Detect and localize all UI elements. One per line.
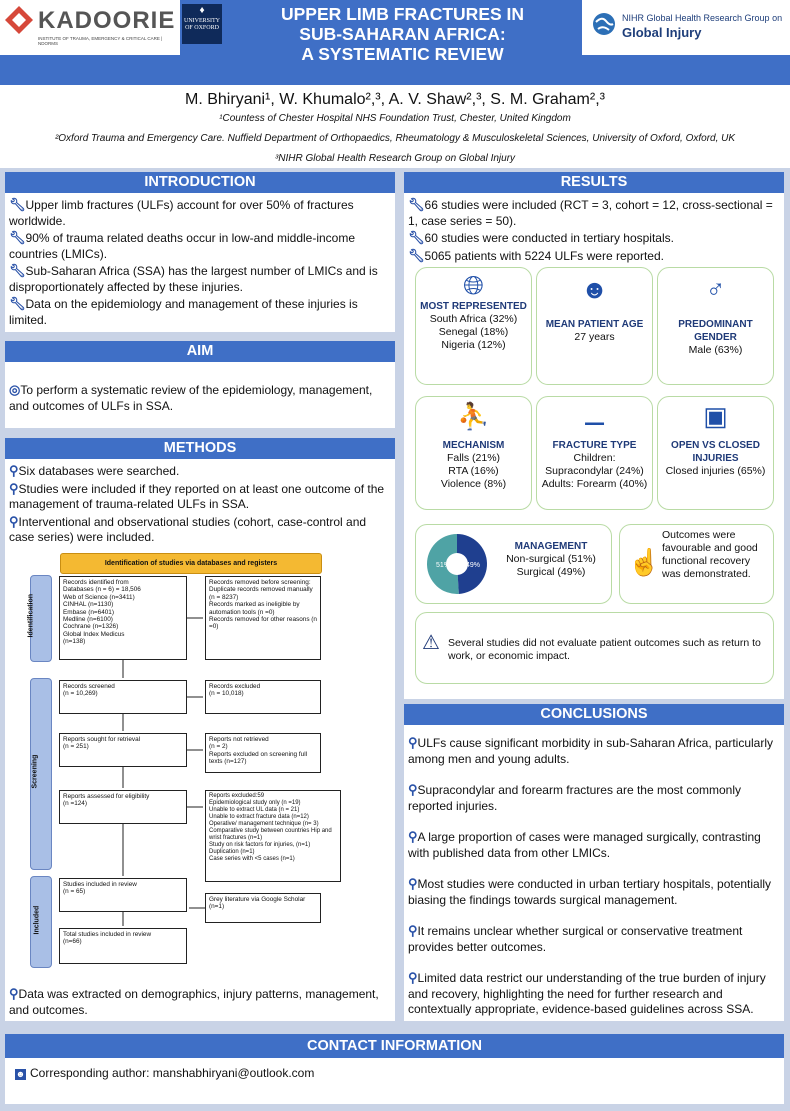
lightbulb-icon: ⚲ (408, 923, 418, 938)
wrench-icon: 🔧︎ (408, 197, 425, 212)
wrench-icon: 🔧︎ (9, 296, 26, 311)
methods-bullet: ⚲Studies were included if they reported on at least one outcome of the management of trauma-related ULFs in SSA. (9, 480, 385, 511)
search-icon: ⚲ (9, 480, 19, 496)
affiliation-3: ³NIHR Global Health Research Group on Global Injury (274, 153, 516, 164)
card-mechanism: ⛹ MECHANISM Falls (21%) RTA (16%) Violence (8%) (415, 396, 532, 510)
kadoorie-subtitle: INSTITUTE OF TRAUMA, EMERGENCY & CRITICAL CARE | NDORMS (38, 36, 163, 46)
title-line-3: A SYSTEMATIC REVIEW (301, 44, 504, 64)
conclusion-bullet: ⚲Most studies were conducted in urban tertiary hospitals, potentially biasing the findings towards surgical management. (408, 876, 772, 907)
methods-heading: METHODS (5, 438, 395, 459)
wrench-icon: 🔧︎ (9, 263, 26, 278)
card-gender: ♂ PREDOMINANT GENDER Male (63%) (657, 267, 774, 385)
intro-bullet: 🔧︎90% of trauma related deaths occur in low-and middle-income countries (LMICs). (9, 230, 356, 261)
card-most-represented: 🌐︎ MOST REPRESENTED South Africa (32%) Senegal (18%) Nigeria (12%) (415, 267, 532, 385)
kadoorie-logo (0, 0, 180, 55)
nihr-line2: Global Injury (622, 25, 702, 40)
flow-excluded: Records excluded (n = 10,018) (205, 680, 321, 714)
card-fracture-type: ⚊ FRACTURE TYPE Children: Supracondylar (24%) Adults: Forearm (40%) (536, 396, 653, 510)
methods-bullet: ⚲Six databases were searched. (9, 463, 180, 478)
target-icon: ◎ (9, 382, 21, 397)
aim-heading: AIM (5, 341, 395, 362)
search-icon: ⚲ (9, 513, 19, 529)
results-bullet: 🔧︎5065 patients with 5224 ULFs were reported. (408, 247, 664, 263)
flow-arrows (5, 438, 395, 1021)
flow-identified: Records identified from Databases (n = 6) = 18,506 Web of Science (n=3411) CINHAL (n=1130) Embase (n=6401) Medline (n=6100) Cochrane (n=1326) Global Index Medicus (n=138) (59, 576, 187, 660)
flow-reports-excluded: Reports excluded:59 Epidemiological study only (n =19) Unable to extract UL data (n = 21) Unable to extract fracture data (n=12) Operative/ management technique (n= 3) Comparative study between countries Hip and wrist fractures (n=1) Study on risk factors for injuries, (n=1) Duplication (n=1) Case series with <5 cases (n=1) (205, 790, 341, 882)
conclusion-bullet: ⚲A large proportion of cases were managed surgically, contrasting with published data from other LMICs. (408, 829, 761, 860)
poster-title (225, 4, 580, 64)
contact-panel (5, 1034, 784, 1104)
lightbulb-icon: ⚲ (408, 782, 418, 797)
title-line-1: UPPER LIMB FRACTURES IN (280, 4, 525, 24)
affiliation-1: ¹Countess of Chester Hospital NHS Foundation Trust, Chester, United Kingdom (219, 113, 571, 124)
search-icon: ⚲ (9, 986, 19, 1001)
warning-icon: ⚠ (422, 632, 440, 654)
authors-block (0, 85, 790, 168)
contact-card-icon: ☻ (15, 1069, 26, 1079)
author-list: M. Bhiryani¹, W. Khumalo²,³, A. V. Shaw²,³, S. M. Graham²,³ (185, 91, 605, 108)
affiliation-2: ²Oxford Trauma and Emergency Care. Nuffield Department of Orthopaedics, Rheumatology & Musculoskeletal Sciences, University of Oxford, Oxford, UK (54, 133, 736, 144)
pie-label-a: 51% (436, 562, 451, 569)
wrench-icon: 🔧︎ (408, 247, 425, 263)
wrench-icon: 🔧︎ (9, 197, 26, 212)
contact-heading: CONTACT INFORMATION (5, 1034, 784, 1058)
stage-identification: Identification (30, 575, 52, 662)
card-management: 51% 49% MANAGEMENT Non-surgical (51%) Surgical (49%) (415, 524, 612, 604)
results-bullet: 🔧︎60 studies were conducted in tertiary hospitals. (408, 230, 674, 245)
nihr-line1: NIHR Global Health Research Group on (622, 13, 783, 23)
methods-bullet: ⚲Interventional and observational studies (cohort, case-control and case series) were included. (9, 513, 367, 544)
lock-icon: ▣ (703, 401, 728, 431)
bone-icon: ⚊ (582, 401, 607, 431)
kadoorie-wordmark: KADOORIE (38, 7, 176, 34)
intro-bullet: 🔧︎Upper limb fractures (ULFs) account for over 50% of fractures worldwide. (9, 197, 354, 228)
oxford-wordmark: UNIVERSITY OF OXFORD (184, 18, 220, 31)
flow-sought: Reports sought for retrieval (n = 251) (59, 733, 187, 767)
lightbulb-icon: ⚲ (408, 970, 418, 985)
pie-label-b: 49% (466, 562, 481, 569)
search-icon: ⚲ (9, 463, 19, 478)
introduction-panel (5, 172, 395, 332)
nihr-logo (582, 0, 790, 55)
flow-screened: Records screened (n = 10,269) (59, 680, 187, 714)
flow-grey: Grey literature via Google Scholar (n=1) (205, 893, 321, 923)
user-icon: ☻ (580, 274, 609, 304)
intro-bullet: 🔧︎Data on the epidemiology and management of these injuries is limited. (9, 296, 358, 327)
management-pie-chart (426, 533, 488, 595)
flow-assessed: Reports assessed for eligibility (n =124) (59, 790, 187, 824)
card-open-closed: ▣ OPEN VS CLOSED INJURIES Closed injuries (65%) (657, 396, 774, 510)
methods-panel (5, 438, 395, 1021)
globe-icon: 🌐︎ (463, 270, 484, 300)
male-icon: ♂ (705, 274, 726, 304)
lightbulb-icon: ⚲ (408, 829, 418, 844)
flow-not-retrieved: Reports not retrieved (n = 2) Reports excluded on screening full texts (n=127) (205, 733, 321, 773)
conclusions-panel (404, 704, 784, 1021)
introduction-heading: INTRODUCTION (5, 172, 395, 193)
flow-total: Total studies included in review (n=66) (59, 928, 187, 964)
wrench-icon: 🔧︎ (408, 230, 425, 245)
results-bullet: 🔧︎66 studies were included (RCT = 3, cohort = 12, cross-sectional = 1, case series = 50). (408, 197, 773, 228)
aim-panel (5, 341, 395, 428)
conclusions-heading: CONCLUSIONS (404, 704, 784, 725)
thumbs-up-icon: ☝ (628, 547, 661, 577)
flow-removed: Records removed before screening: Duplicate records removed manually (n = 8237) Records marked as ineligible by automation tools (n =0) Records removed for other reasons (n =0) (205, 576, 321, 660)
lightbulb-icon: ⚲ (408, 876, 418, 891)
oxford-logo: ♦ UNIVERSITY OF OXFORD (182, 4, 222, 44)
conclusion-bullet: ⚲It remains unclear whether surgical or conservative treatment provides better outcomes. (408, 923, 743, 954)
results-panel (404, 172, 784, 699)
flow-included: Studies included in review (n = 65) (59, 878, 187, 912)
injured-arm-icon: ⛹ (457, 401, 490, 431)
methods-final: ⚲Data was extracted on demographics, injury patterns, management, and outcomes. (9, 986, 379, 1017)
results-heading: RESULTS (404, 172, 784, 193)
intro-bullet: 🔧︎Sub-Saharan Africa (SSA) has the largest number of LMICs and is disproportionately affected by these injuries. (9, 263, 378, 294)
kadoorie-diamond-icon (4, 5, 34, 35)
conclusion-bullet: ⚲Supracondylar and forearm fractures are the most commonly reported injuries. (408, 782, 742, 813)
flow-header: Identification of studies via databases and registers (60, 553, 322, 574)
aim-text: ◎To perform a systematic review of the epidemiology, management, and outcomes of ULFs in SSA. (9, 382, 373, 413)
lightbulb-icon: ⚲ (408, 735, 418, 750)
card-warning: ⚠ Several studies did not evaluate patient outcomes such as return to work, or economic impact. (415, 612, 774, 684)
conclusion-bullet: ⚲ULFs cause significant morbidity in sub-Saharan Africa, particularly among men and young adults. (408, 735, 774, 766)
card-mean-age: ☻ MEAN PATIENT AGE 27 years (536, 267, 653, 385)
stage-screening: Screening (30, 678, 52, 870)
stage-included: Included (30, 876, 52, 968)
title-line-2: SUB-SAHARAN AFRICA: (299, 24, 506, 44)
globe-icon (592, 12, 616, 36)
card-outcomes: ☝ Outcomes were favourable and good functional recovery was demonstrated. (619, 524, 774, 604)
conclusion-bullet: ⚲Limited data restrict our understanding of the true burden of injury and recovery, highlighting the need for further research and contextually appropriate, evidence-based guidelines across SSA. (408, 970, 766, 1016)
wrench-icon: 🔧︎ (9, 230, 26, 245)
contact-text: ☻ Corresponding author: manshabhiryani@outlook.com (15, 1066, 315, 1080)
